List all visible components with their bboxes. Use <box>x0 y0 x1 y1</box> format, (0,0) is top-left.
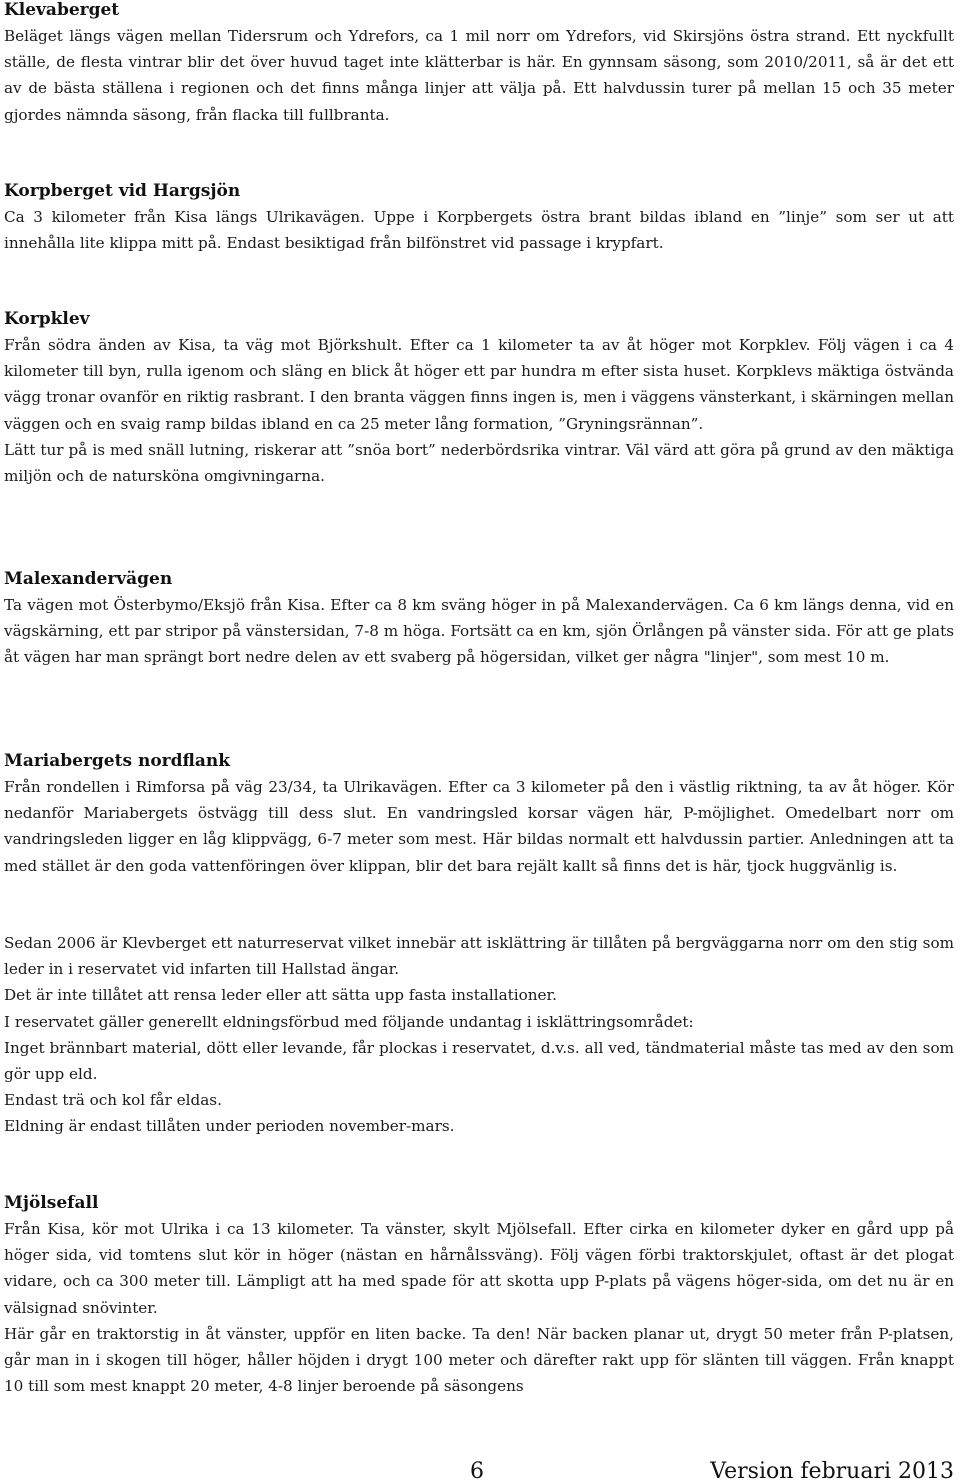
paragraph-reservat-3: I reservatet gäller generellt eldningsförbud med följande undantag i isklättringsområdet: <box>4 1012 694 1031</box>
paragraph-reservat-4: Inget brännbart material, dött eller levande, får plockas i reservatet, d.v.s. all ved, tändmaterial måste tas med av den som gör upp eld. <box>4 1038 954 1084</box>
paragraph-korpberget: Ca 3 kilometer från Kisa längs Ulrikavägen. Uppe i Korpbergets östra brant bildas ibland en ”linje” som ser ut att innehålla lite klippa mitt på. Endast besiktigad från bilfönstret vid passage i krypfart. <box>4 208 954 253</box>
paragraph-malexandervagen: Ta vägen mot Österbymo/Eksjö från Kisa. Efter ca 8 km sväng höger in på Malexandervägen. Ca 6 km längs denna, vid en vägskärning, ett par stripor på vänstersidan, 7-8 m höga. Fortsätt ca en km, sjön Örlången på vänster sida. För att ge plats åt vägen har man sprängt bort nedre delen av ett svaberg på högersidan, vilket ger några "linjer", som mest 10 m. <box>4 596 954 667</box>
section-klevaberget <box>4 0 954 128</box>
paragraph-reservat-1: Sedan 2006 är Klevberget ett naturreservat vilket innebär att isklättring är tillåten på bergväggarna norr om den stig som leder in i reservatet vid infarten till Hallstad ängar. <box>4 934 954 979</box>
paragraph-mjolsefall-2: Här går en traktorstig in åt vänster, uppför en liten backe. Ta den! När backen planar ut, drygt 50 meter från P-platsen, går man in i skogen till höger, håller höjden i drygt 100 meter och därefter rakt upp för slänten till väggen. Från knappt 10 till som mest knappt 20 meter, 4-8 linjer beroende på säsongens <box>4 1324 954 1396</box>
heading-korpberget: Korpberget vid Hargsjön <box>4 181 241 201</box>
section-mjolsefall <box>4 1190 954 1399</box>
paragraph-mjolsefall-1: Från Kisa, kör mot Ulrika i ca 13 kilometer. Ta vänster, skylt Mjölsefall. Efter cirka en kilometer dyker en gård upp på höger sida, vid tomtens slut kör in höger (nästan en hårnålssväng). Följ vägen förbi traktorskjulet, oftast är det plogat vidare, och ca 300 meter till. Lämpligt att ha med spade för att skotta upp P-plats på vägens höger-sida, om det nu är en välsignad snövinter. <box>4 1220 954 1317</box>
paragraph-korpklev-2: Lätt tur på is med snäll lutning, riskerar att ”snöa bort” nederbördsrika vintrar. Väl värd att göra på grund av den mäktiga miljön och de natursköna omgivningarna. <box>4 440 954 486</box>
page-number: 6 <box>470 1459 484 1484</box>
paragraph-klevaberget: Beläget längs vägen mellan Tidersrum och Ydrefors, ca 1 mil norr om Ydrefors, vid Skirsjöns östra strand. Ett nyckfullt ställe, de flesta vintrar blir det över huvud taget inte klätterbar is här. En gynnsam säsong, som 2010/2011, så är det ett av de bästa ställena i regionen och det finns många linjer att välja på. Ett halvdussin turer på mellan 15 och 35 meter gjordes nämnda säsong, från flacka till fullbranta. <box>4 27 954 124</box>
section-mariabergets-nordflank <box>4 748 954 879</box>
paragraph-korpklev-1: Från södra änden av Kisa, ta väg mot Björkshult. Efter ca 1 kilometer ta av åt höger mot Korpklev. Följ vägen i ca 4 kilometer till byn, rulla igenom och släng en blick åt höger ett par hundra m efter sista huset. Korpklevs mäktiga östvända vägg tronar ovanför en riktig rasbrant. I den branta väggen finns ingen is, men i väggens vänsterkant, i skärningen mellan väggen och en svaig ramp bildas ibland en ca 25 meter lång formation, ”Gryningsrännan”. <box>4 336 954 433</box>
heading-malexandervagen: Malexandervägen <box>4 569 173 589</box>
paragraph-mariaberget: Från rondellen i Rimforsa på väg 23/34, ta Ulrikavägen. Efter ca 3 kilometer på den i västlig riktning, ta av åt höger. Kör nedanför Mariabergets östvägg till dess slut. En vandringsled korsar vägen här, P-möjlighet. Omedelbart norr om vandringsleden ligger en låg klippvägg, 6-7 meter som mest. Här bildas normalt ett halvdussin partier. Anledningen att ta med stället är den goda vattenföringen över klippan, blir det bara rejält kallt så finns det is här, tjock huggvänlig is. <box>4 778 954 875</box>
section-korpberget <box>4 178 954 256</box>
section-korpklev <box>4 306 954 489</box>
paragraph-reservat-2: Det är inte tillåtet att rensa leder eller att sätta upp fasta installationer. <box>4 986 557 1005</box>
section-malexandervagen <box>4 566 954 671</box>
paragraph-reservat-5: Endast trä och kol får eldas. <box>4 1091 222 1110</box>
version-label: Version februari 2013 <box>710 1459 954 1484</box>
page-footer <box>0 1455 956 1484</box>
heading-mariabergets-nordflank: Mariabergets nordflank <box>4 751 231 771</box>
paragraph-reservat-6: Eldning är endast tillåten under perioden november-mars. <box>4 1117 455 1136</box>
section-naturreservat <box>4 930 954 1140</box>
heading-klevaberget: Klevaberget <box>4 0 120 20</box>
heading-korpklev: Korpklev <box>4 309 90 329</box>
heading-mjolsefall: Mjölsefall <box>4 1193 99 1213</box>
